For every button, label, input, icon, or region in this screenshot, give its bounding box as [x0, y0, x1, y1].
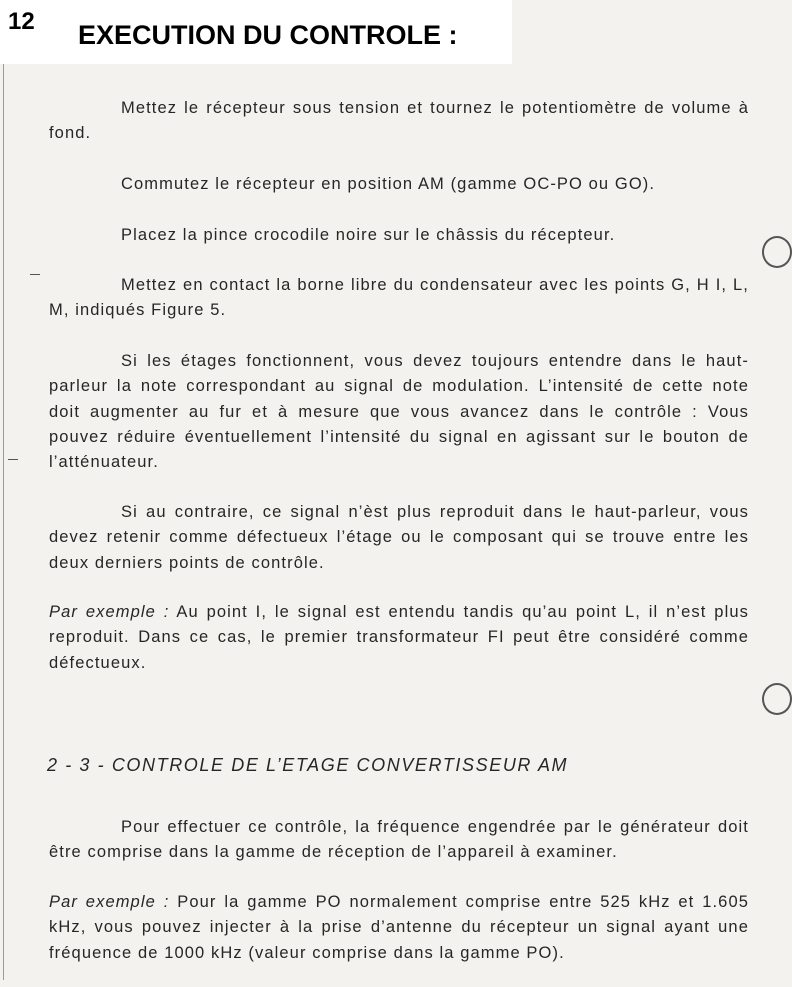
example-label: Par exemple : — [49, 893, 170, 911]
page-left-edge — [3, 40, 4, 980]
paragraph-stage-defective: Si au contraire, ce signal n’èst plus reproduit dans le haut-parleur, vous devez retenir comme défectueux l’étage ou le composant qui se trouve entre les deux derniers points de contrôle. — [49, 503, 749, 572]
paragraph-stages-working: Si les étages fonctionnent, vous devez toujours entendre dans le haut-parleur la note correspondant au signal de modulation. L’intensité de cette note doit augmenter au fur et à mesure que vous avancez dans le contrôle : Vous pouvez réduire éventuellement l’intensité du signal en agissant sur le bouton de l’atténuateur. — [49, 352, 749, 472]
paragraph-example-1 — [49, 600, 749, 676]
paragraph-example-2 — [49, 890, 749, 966]
binder-hole-icon — [762, 236, 792, 268]
margin-mark — [30, 274, 40, 275]
paragraph-switch-am: Commutez le récepteur en position AM (gamme OC-PO ou GO). — [121, 175, 656, 193]
page-title: EXECUTION DU CONTROLE : — [78, 20, 458, 50]
example-text: Pour la gamme PO normalement comprise entre 525 kHz et 1.605 kHz, vous pouvez injecter à la prise d’antenne du récepteur un signal ayant une fréquence de 1000 kHz (valeur comprise dans la gamme PO). — [49, 893, 749, 962]
header — [0, 0, 512, 64]
binder-hole-icon — [762, 683, 792, 715]
page-number: 12 — [8, 8, 35, 35]
paragraph-volume: Mettez le récepteur sous tension et tournez le potentiomètre de volume à fond. — [49, 99, 749, 143]
example-text: Au point I, le signal est entendu tandis qu’au point L, il n’est plus reproduit. Dans ce cas, le premier transformateur FI peut être considéré comme défectueux. — [49, 603, 749, 672]
paragraph-contact-points: Mettez en contact la borne libre du condensateur avec les points G, H I, L, M, indiqués Figure 5. — [49, 276, 749, 320]
paragraph-clip: Placez la pince crocodile noire sur le châssis du récepteur. — [121, 226, 616, 244]
section-heading: 2 - 3 - CONTROLE DE L’ETAGE CONVERTISSEUR AM — [47, 755, 569, 775]
example-label: Par exemple : — [49, 603, 170, 621]
margin-mark — [8, 459, 18, 460]
paragraph-converter-range: Pour effectuer ce contrôle, la fréquence engendrée par le générateur doit être comprise dans la gamme de réception de l’appareil à examiner. — [49, 818, 749, 862]
